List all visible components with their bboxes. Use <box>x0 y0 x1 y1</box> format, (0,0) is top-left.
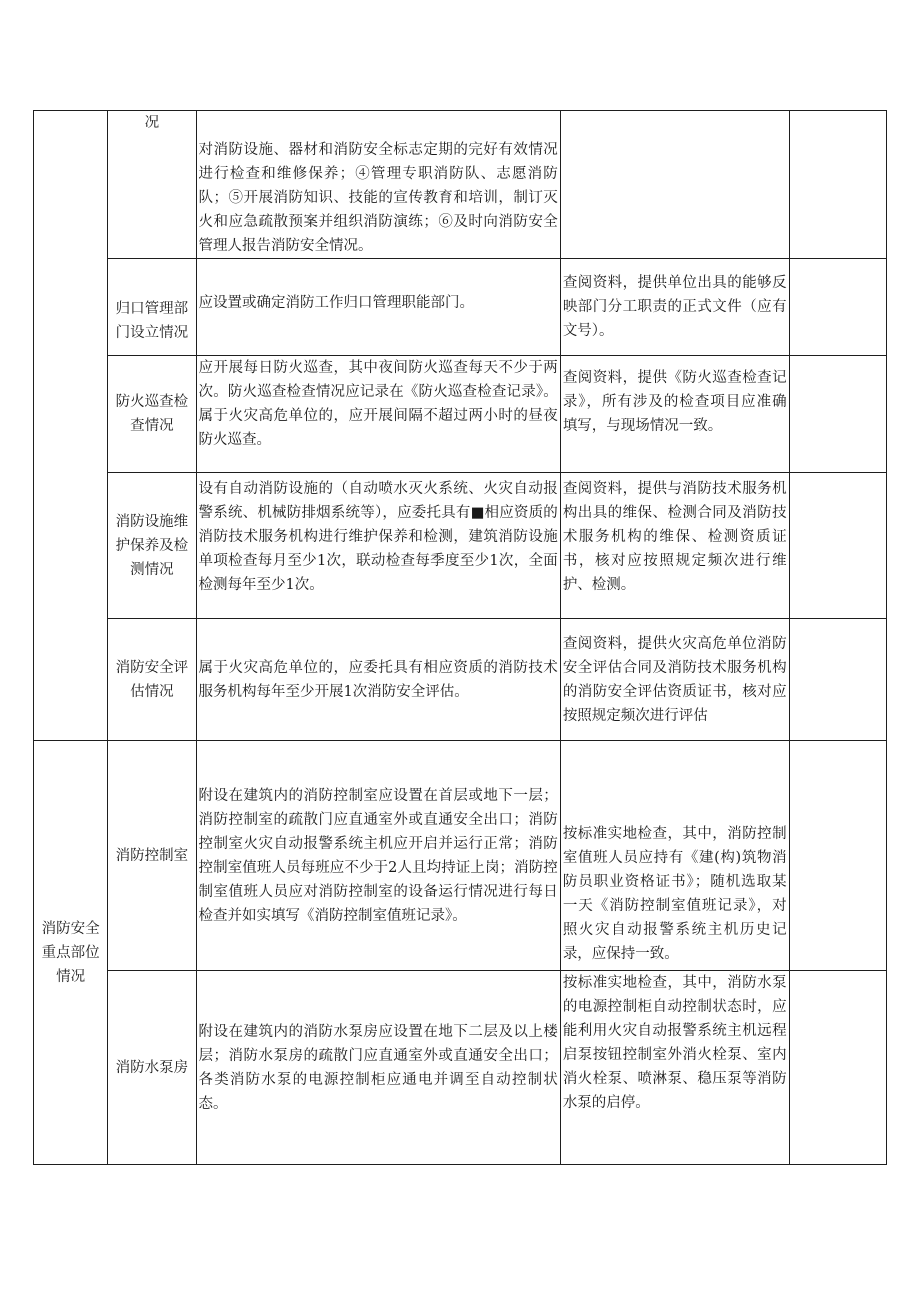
table-row <box>34 619 887 741</box>
note-cell <box>789 259 886 356</box>
note-cell <box>789 619 886 741</box>
table-row <box>34 971 887 1165</box>
requirement-cell: 对消防设施、器材和消防安全标志定期的完好有效情况进行检查和维修保养；④管理专职消防队、志愿消防队；⑤开展消防知识、技能的宣传教育和培训，制订灭火和应急疏散预案并组织消防演练；⑥及时向消防安全管理人报告消防安全情况。 <box>196 111 560 259</box>
table-row <box>34 111 887 259</box>
item-cell: 消防水泵房 <box>108 971 196 1165</box>
note-cell <box>789 111 886 259</box>
item-cell: 况 <box>108 111 196 259</box>
item-cell: 消防设施维护保养及检测情况 <box>108 473 196 619</box>
requirement-cell: 附设在建筑内的消防控制室应设置在首层或地下一层；消防控制室的疏散门应直通室外或直通安全出口；消防控制室火灾自动报警系统主机应开启并运行正常；消防控制室值班人员每班应不少于2人且均持证上岗；消防控制室值班人员应对消防控制室的设备运行情况进行每日检查并如实填写《消防控制室值班记录》。 <box>196 741 560 971</box>
note-cell <box>789 356 886 473</box>
table-row <box>34 259 887 356</box>
inspection-table <box>33 110 887 1165</box>
requirement-cell: 设有自动消防设施的（自动喷水灭火系统、火灾自动报警系统、机械防排烟系统等），应委托具有■相应资质的消防技术服务机构进行维护保养和检测，建筑消防设施单项检查每月至少1次，联动检查每季度至少1次，全面检测每年至少1次。 <box>196 473 560 619</box>
note-cell <box>789 741 886 971</box>
item-cell: 归口管理部门设立情况 <box>108 259 196 356</box>
requirement-cell: 应设置或确定消防工作归口管理职能部门。 <box>196 259 560 356</box>
requirement-cell: 应开展每日防火巡查，其中夜间防火巡查每天不少于两次。防火巡查检查情况应记录在《防火巡查检查记录》。属于火灾高危单位的，应开展间隔不超过两小时的昼夜防火巡查。 <box>196 356 560 473</box>
method-cell: 按标准实地检查，其中，消防控制室值班人员应持有《建(构)筑物消防员职业资格证书》；随机选取某一天《消防控制室值班记录》，对照火灾自动报警系统主机历史记录，应保持一致。 <box>560 741 789 971</box>
requirement-cell: 附设在建筑内的消防水泵房应设置在地下二层及以上楼层；消防水泵房的疏散门应直通室外或直通安全出口；各类消防水泵的电源控制柜应通电并调至自动控制状态。 <box>196 971 560 1165</box>
item-cell: 防火巡查检查情况 <box>108 356 196 473</box>
category-cell: 消防安全重点部位情况 <box>34 741 108 1165</box>
note-cell <box>789 971 886 1165</box>
method-cell: 查阅资料，提供《防火巡查检查记录》，所有涉及的检查项目应准确填写，与现场情况一致。 <box>560 356 789 473</box>
requirement-cell: 属于火灾高危单位的，应委托具有相应资质的消防技术服务机构每年至少开展1次消防安全评估。 <box>196 619 560 741</box>
category-cell-blank <box>34 111 108 741</box>
method-cell <box>560 111 789 259</box>
method-cell: 查阅资料，提供火灾高危单位消防安全评估合同及消防技术服务机构的消防安全评估资质证书，核对应按照规定频次进行评估 <box>560 619 789 741</box>
table-row <box>34 356 887 473</box>
method-cell: 查阅资料，提供单位出具的能够反映部门分工职责的正式文件（应有文号）。 <box>560 259 789 356</box>
item-cell: 消防安全评估情况 <box>108 619 196 741</box>
note-cell <box>789 473 886 619</box>
item-cell: 消防控制室 <box>108 741 196 971</box>
table-row <box>34 741 887 971</box>
table-row <box>34 473 887 619</box>
method-cell: 按标准实地检查，其中，消防水泵的电源控制柜自动控制状态时，应能利用火灾自动报警系统主机远程启泵按钮控制室外消火栓泵、室内消火栓泵、喷淋泵、稳压泵等消防水泵的启停。 <box>560 971 789 1165</box>
method-cell: 查阅资料，提供与消防技术服务机构出具的维保、检测合同及消防技术服务机构的维保、检测资质证书，核对应按照规定频次进行维护、检测。 <box>560 473 789 619</box>
